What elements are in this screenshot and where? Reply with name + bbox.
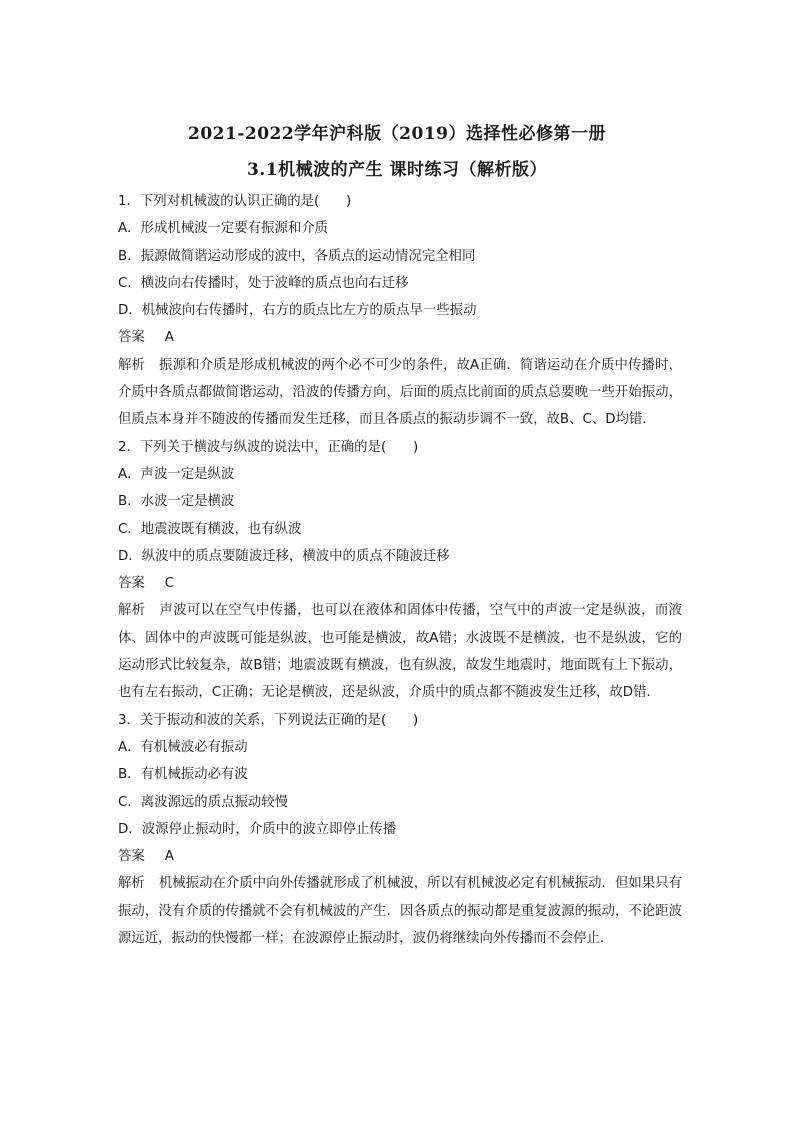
question-option: D．机械波向右传播时，右方的质点比左方的质点早一些振动 [118, 303, 477, 319]
question-option: A．形成机械波一定要有振源和介质 [118, 221, 329, 237]
analysis-label: 解析 [118, 876, 145, 892]
answer-label: 答案 [118, 576, 145, 592]
question-block [118, 434, 682, 707]
answer-value: A [164, 330, 174, 346]
analysis-text: 振源和介质是形成机械波的两个必不可少的条件，故A正确．简谐运动在介质中传播时，介质中各质点都做简谐运动，沿波的传播方向，后面的质点比前面的质点总要晚一些开始振动，但质点本身并不随波的传播而发生迁移，而且各质点的振动步调不一致，故B、C、D均错． [118, 357, 682, 428]
answer-value: C [164, 576, 175, 592]
analysis-text: 机械振动在介质中向外传播就形成了机械波，所以有机械波必定有机械振动．但如果只有振动，没有介质的传播就不会有机械波的产生．因各质点的振动都是重复波源的振动，不论距波源远近，振动的快慢都一样；在波源停止振动时，波仍将继续向外传播而不会停止． [118, 876, 683, 947]
answer-line [118, 324, 682, 351]
question-block [118, 707, 682, 953]
question-option: B．水波一定是横波 [118, 494, 235, 510]
analysis-label: 解析 [118, 603, 146, 619]
question-option: C．横波向右传播时，处于波峰的质点也向右迁移 [118, 275, 409, 291]
answer-value: A [164, 849, 174, 865]
document-body [118, 188, 682, 952]
answer-line [118, 570, 682, 597]
question-stem: 3．关于振动和波的关系，下列说法正确的是( ) [118, 712, 419, 728]
question-option: D．波源停止振动时，介质中的波立即停止传播 [118, 821, 397, 837]
answer-label: 答案 [118, 849, 145, 865]
question-option: B．有机械振动必有波 [118, 767, 248, 783]
question-option: A．有机械波必有振动 [118, 739, 248, 755]
question-option: A．声波一定是纵波 [118, 466, 235, 482]
question-option: C．离波源远的质点振动较慢 [118, 794, 289, 810]
question-option: C．地震波既有横波，也有纵波 [118, 521, 302, 537]
document-title-line2: 3.1机械波的产生 课时练习（解析版） [247, 160, 547, 180]
answer-label: 答案 [118, 330, 145, 346]
analysis-label: 解析 [118, 357, 146, 373]
document-title-line1: 2021-2022学年沪科版（2019）选择性必修第一册 [188, 124, 606, 144]
question-option: B．振源做简谐运动形成的波中，各质点的运动情况完全相同 [118, 248, 476, 264]
analysis-paragraph [118, 352, 682, 434]
question-stem: 2．下列关于横波与纵波的说法中，正确的是( ) [118, 439, 419, 455]
question-block [118, 188, 682, 434]
analysis-paragraph [118, 870, 682, 952]
answer-line [118, 843, 682, 870]
question-stem: 1．下列对机械波的认识正确的是( ) [118, 194, 352, 209]
analysis-paragraph [118, 597, 682, 706]
analysis-text: 声波可以在空气中传播，也可以在液体和固体中传播，空气中的声波一定是纵波，而液体、固体中的声波既可能是纵波，也可能是横波，故A错；水波既不是横波，也不是纵波，它的运动形式比较复杂，故B错；地震波既有横波，也有纵波，故发生地震时，地面既有上下振动，也有左右振动，C正确；无论是横波，还是纵波，介质中的质点都不随波发生迁移，故D错． [118, 603, 683, 701]
question-option: D．纵波中的质点要随波迁移，横波中的质点不随波迁移 [118, 548, 450, 564]
